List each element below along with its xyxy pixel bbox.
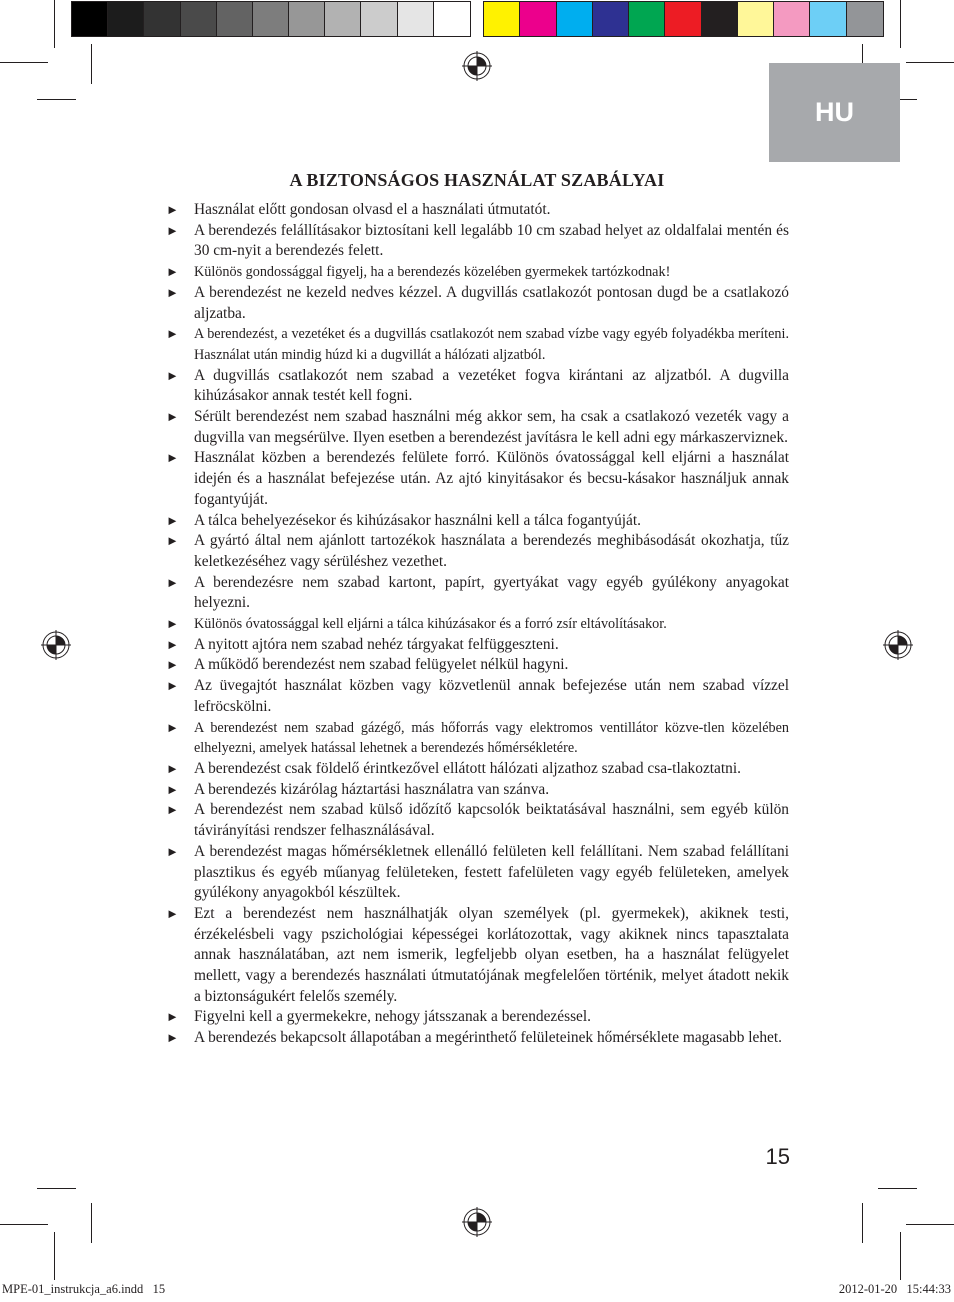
safety-rule-item bbox=[166, 531, 789, 572]
language-tab: HU bbox=[769, 63, 900, 162]
safety-rule-text: Ezt a berendezést nem használhatják olyan személyek (pl. gyermekek), akiknek testi, érzékelésbeli vagy pszichológiai képességei korlátozottak, vagy akiknek nincs tapasztalata annak használatában, azt nem ismerik, legfeljebb olyan esetben, ha a használat felügyelet mellett, vagy a berendezés használati útmutatójának megfelelően történik, melyet átadott nekik a biztonságukért felelős személy. bbox=[194, 904, 789, 1005]
safety-rule-item bbox=[166, 759, 789, 780]
color-swatch bbox=[434, 2, 470, 36]
color-swatch bbox=[774, 2, 810, 36]
color-swatch bbox=[665, 2, 701, 36]
bullet-arrow-icon: ► bbox=[166, 284, 179, 300]
safety-rule-text: A berendezés kizárólag háztartási használatra van szánva. bbox=[194, 780, 550, 798]
crop-mark bbox=[900, 1232, 901, 1280]
crop-mark bbox=[0, 62, 48, 63]
safety-rule-item bbox=[166, 614, 789, 635]
safety-rule-item bbox=[166, 655, 789, 676]
safety-rule-item bbox=[166, 221, 789, 262]
page-title: A BIZTONSÁGOS HASZNÁLAT SZABÁLYAI bbox=[289, 170, 665, 190]
crop-mark bbox=[54, 0, 55, 48]
bullet-arrow-icon: ► bbox=[166, 616, 179, 632]
bullet-arrow-icon: ► bbox=[166, 264, 179, 280]
crop-mark bbox=[54, 1232, 55, 1280]
safety-rule-item bbox=[166, 800, 789, 841]
color-swatch bbox=[181, 2, 217, 36]
color-swatch bbox=[72, 2, 108, 36]
safety-rule-item bbox=[166, 718, 789, 759]
process-color-bar bbox=[483, 1, 884, 37]
bullet-arrow-icon: ► bbox=[166, 450, 179, 466]
bullet-arrow-icon: ► bbox=[166, 760, 179, 776]
bullet-arrow-icon: ► bbox=[166, 574, 179, 590]
registration-mark-icon bbox=[462, 1207, 492, 1237]
safety-rule-text: A dugvillás csatlakozót nem szabad a vezetéket fogva kirántani az aljzatból. A dugvilla kihúzásakor annak testét kell fogni. bbox=[194, 366, 789, 405]
color-swatch bbox=[484, 2, 520, 36]
crop-mark bbox=[0, 1224, 48, 1225]
color-swatch bbox=[325, 2, 361, 36]
color-swatch bbox=[593, 2, 629, 36]
crop-mark bbox=[862, 1203, 863, 1243]
safety-rule-item bbox=[166, 573, 789, 614]
bullet-arrow-icon: ► bbox=[166, 719, 179, 735]
safety-rule-text: A nyitott ajtóra nem szabad nehéz tárgyakat felfüggeszteni. bbox=[194, 635, 559, 653]
safety-rule-item bbox=[166, 366, 789, 407]
color-swatch bbox=[108, 2, 144, 36]
safety-rules-list bbox=[166, 200, 789, 1049]
bullet-arrow-icon: ► bbox=[166, 636, 179, 652]
color-swatch bbox=[217, 2, 253, 36]
safety-rule-item bbox=[166, 842, 789, 904]
bullet-arrow-icon: ► bbox=[166, 326, 179, 342]
page-number: 15 bbox=[765, 1144, 790, 1169]
crop-mark bbox=[906, 1224, 954, 1225]
bullet-arrow-icon: ► bbox=[166, 905, 179, 921]
safety-rule-item bbox=[166, 904, 789, 1008]
color-swatch bbox=[810, 2, 846, 36]
crop-mark bbox=[900, 0, 901, 48]
registration-mark-icon bbox=[41, 630, 71, 660]
safety-rule-item bbox=[166, 1007, 789, 1028]
bullet-arrow-icon: ► bbox=[166, 843, 179, 859]
color-swatch bbox=[253, 2, 289, 36]
safety-rule-text: A berendezésre nem szabad kartont, papírt, gyertyákat vagy egyéb gyúlékony anyagokat helyezni. bbox=[194, 573, 789, 612]
bullet-arrow-icon: ► bbox=[166, 781, 179, 797]
bullet-arrow-icon: ► bbox=[166, 409, 179, 425]
bullet-arrow-icon: ► bbox=[166, 657, 179, 673]
grayscale-color-bar bbox=[71, 1, 471, 37]
safety-rule-text: A működő berendezést nem szabad felügyelet nélkül hagyni. bbox=[194, 656, 569, 674]
safety-rule-text: A berendezést, a vezetéket és a dugvillás csatlakozót nem szabad vízbe vagy egyéb folyadékba meríteni. Használat után mindig húzd ki a dugvillát a hálózati aljzatból. bbox=[194, 326, 789, 363]
safety-rule-item bbox=[166, 262, 789, 283]
color-swatch bbox=[520, 2, 556, 36]
color-swatch bbox=[702, 2, 738, 36]
color-swatch bbox=[289, 2, 325, 36]
safety-rule-text: Különös gondossággal figyelj, ha a berendezés közelében gyermekek tartózkodnak! bbox=[194, 264, 671, 281]
bullet-arrow-icon: ► bbox=[166, 678, 179, 694]
safety-rule-item bbox=[166, 676, 789, 717]
safety-rule-item bbox=[166, 407, 789, 448]
safety-rule-text: A berendezést nem szabad külső időzítő kapcsolók beiktatásával használni, sem egyéb külön távirányítási rendszer felhasználásával. bbox=[194, 801, 789, 840]
safety-rule-item bbox=[166, 635, 789, 656]
crop-mark bbox=[37, 99, 76, 100]
safety-rule-item bbox=[166, 1028, 789, 1049]
safety-rule-text: Az üvegajtót használat közben vagy közvetlenül annak befejezése után nem szabad vízzel lefröcskölni. bbox=[194, 677, 789, 715]
safety-rule-text: A tálca behelyezésekor és kihúzásakor használni kell a tálca fogantyúját. bbox=[194, 511, 641, 529]
slug-timestamp: 2012-01-20 15:44:33 bbox=[838, 1282, 951, 1296]
color-swatch bbox=[144, 2, 180, 36]
safety-rule-text: A berendezés felállításakor biztosítani kell legalább 10 cm szabad helyet az oldalfalai mentén és 30 cm-nyit a berendezés felett. bbox=[194, 221, 789, 260]
safety-rule-text: A berendezés bekapcsolt állapotában a megérinthető felületeinek hőmérséklete magasabb lehet. bbox=[194, 1029, 783, 1047]
bullet-arrow-icon: ► bbox=[166, 1009, 179, 1025]
safety-rule-text: Használat közben a berendezés felülete forró. Különös óvatossággal kell eljárni a használat idején és a használat befejezése után. Az ajtó kinyitásakor és becsu-kásakor használjuk annak fogantyúját. bbox=[194, 449, 789, 508]
safety-rule-item bbox=[166, 448, 789, 510]
safety-rule-text: Használat előtt gondosan olvasd el a használati útmutatót. bbox=[194, 201, 551, 218]
safety-rule-item bbox=[166, 283, 789, 324]
color-swatch bbox=[398, 2, 434, 36]
safety-rule-text: A berendezést csak földelő érintkezővel ellátott hálózati aljzathoz szabad csa-tlakoztatni. bbox=[194, 759, 741, 777]
color-swatch bbox=[738, 2, 774, 36]
safety-rule-text: Sérült berendezést nem szabad használni még akkor sem, ha csak a csatlakozó vezeték vagy a dugvilla van megsérülve. Ilyen esetben a berendezést javításra le kell adni egy márkaszerviznek. bbox=[194, 408, 789, 446]
crop-mark bbox=[878, 1188, 917, 1189]
safety-rule-text: Figyelni kell a gyermekekre, nehogy játsszanak a berendezéssel. bbox=[194, 1008, 592, 1026]
safety-rule-item bbox=[166, 780, 789, 801]
safety-rule-text: A gyártó által nem ajánlott tartozékok használata a berendezés meghibásodását okozhatja, tűz keletkezéséhez vagy sérüléshez vezethet. bbox=[194, 532, 789, 570]
color-swatch bbox=[847, 2, 883, 36]
color-swatch bbox=[629, 2, 665, 36]
slug-file-name: MPE-01_instrukcja_a6.indd 15 bbox=[2, 1282, 166, 1296]
safety-rule-item bbox=[166, 324, 789, 365]
color-swatch bbox=[361, 2, 397, 36]
bullet-arrow-icon: ► bbox=[166, 202, 179, 217]
safety-rule-text: Különös óvatossággal kell eljárni a tálca kihúzásakor és a forró zsír eltávolításakor. bbox=[194, 616, 667, 633]
bullet-arrow-icon: ► bbox=[166, 1030, 179, 1046]
safety-rule-item bbox=[166, 200, 789, 221]
bullet-arrow-icon: ► bbox=[166, 512, 179, 528]
bullet-arrow-icon: ► bbox=[166, 222, 179, 238]
safety-rule-text: A berendezést magas hőmérsékletnek ellenálló felületen kell felállítani. Nem szabad felállítani plasztikus és egyéb műanyag felületeken, festett fafelületen vagy egyéb felületeken, amelyek gyúlékony anyagokból készültek. bbox=[194, 842, 789, 902]
bullet-arrow-icon: ► bbox=[166, 367, 179, 383]
safety-rule-item bbox=[166, 511, 789, 532]
safety-rule-text: A berendezést ne kezeld nedves kézzel. A dugvillás csatlakozót pontosan dugd be a csatlakozó aljzatba. bbox=[194, 283, 789, 322]
crop-mark bbox=[37, 1188, 76, 1189]
color-swatch bbox=[557, 2, 593, 36]
bullet-arrow-icon: ► bbox=[166, 802, 179, 818]
crop-mark bbox=[91, 44, 92, 84]
crop-mark bbox=[91, 1203, 92, 1243]
registration-mark-icon bbox=[883, 630, 913, 660]
bullet-arrow-icon: ► bbox=[166, 533, 179, 549]
crop-mark bbox=[906, 62, 954, 63]
registration-mark-icon bbox=[462, 51, 492, 81]
safety-rule-text: A berendezést nem szabad gázégő, más hőforrás vagy elektromos ventillátor közve-tlen közelében elhelyezni, amelyek hatással lehetnek a berendezés hőmérsékletére. bbox=[194, 719, 789, 757]
